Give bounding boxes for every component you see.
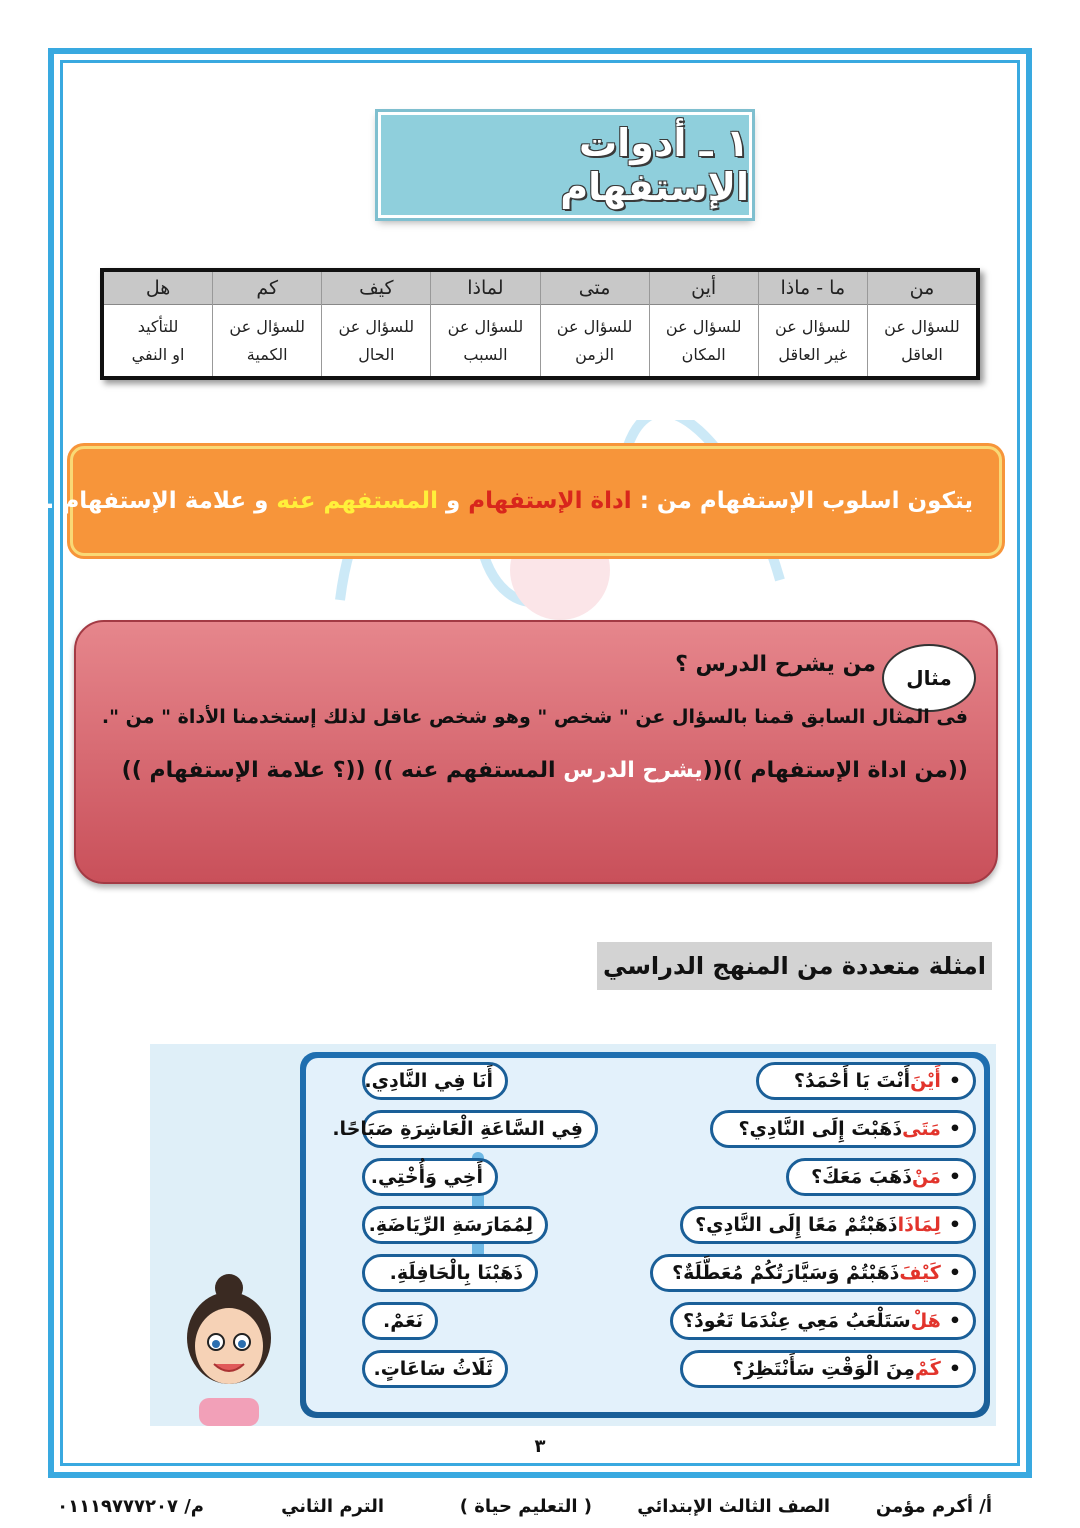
table-column (321, 272, 430, 376)
footer-phone: م/ ٠١١١٩٧٧٧٢٠٧ (57, 1496, 204, 1517)
table-use-line-2: الكمية (246, 344, 288, 364)
page-title: ١ ـ أدوات الإستفهام (378, 112, 752, 218)
question-rest: ذَهَبْتُمْ مَعًا إِلَى النَّادِي؟ (695, 1214, 898, 1236)
table-body-cell (213, 305, 321, 376)
answer-bubble (362, 1350, 508, 1388)
question-tools-table (100, 268, 980, 380)
table-column (758, 272, 867, 376)
bullet-icon: • (948, 1118, 961, 1140)
table-use-line-1: للسؤال عن (447, 316, 524, 336)
answer-text: ثَلَاثُ سَاعَاتٍ. (373, 1358, 493, 1380)
table-header-cell: ما - ماذا (759, 272, 867, 305)
formula-intro: يتكون اسلوب الإستفهام من : (639, 488, 973, 514)
breakdown-part-b: يشرح الدرس (563, 758, 703, 783)
table-use-line-2: المكان (681, 344, 726, 364)
question-tool-word: كَيْفَ (899, 1262, 941, 1284)
table-use-line-2: الحال (358, 344, 395, 364)
formula-part-mark: علامة الإستفهام (62, 488, 247, 514)
question-rest: مِنَ الْوَقْتِ سَأَنْتَظِرُ؟ (732, 1358, 915, 1380)
table-use-line-2: او النفي (131, 344, 185, 364)
table-header-cell: كيف (322, 272, 430, 305)
table-header-cell: كم (213, 272, 321, 305)
girl-illustration (174, 1266, 284, 1426)
table-column (867, 272, 976, 376)
question-rest: سَتَلْعَبُ مَعِي عِنْدَمَا تَعُودُ؟ (682, 1310, 911, 1332)
question-rest: أَنْتَ يَا أَحْمَدُ؟ (793, 1070, 911, 1092)
question-rest: ذَهَبْتُمْ وَسَيَّارَتُكُمْ مُعَطَّلَةٌ؟ (672, 1262, 900, 1284)
table-use-line-1: للسؤال عن (775, 316, 851, 336)
table-use-line-2: السبب (463, 344, 508, 364)
bullet-icon: • (948, 1166, 961, 1188)
table-column (540, 272, 649, 376)
answer-bubble (332, 1110, 598, 1148)
footer-author: أ/ أكرم مؤمن (875, 1496, 992, 1517)
table-body-cell (759, 305, 867, 376)
question-bubble (650, 1254, 976, 1292)
breakdown-part-a: ((من اداة الإستفهام ))(( (702, 758, 968, 783)
question-tool-word: أَيْنَ (910, 1070, 941, 1092)
footer-series: ( التعليم حياة ) (459, 1496, 592, 1517)
answer-text: فِي السَّاعَةِ الْعَاشِرَةِ صَبَاحًا. (332, 1118, 583, 1140)
table-body-cell (541, 305, 649, 376)
answer-text: أَنَا فِي النَّادِي. (364, 1070, 493, 1092)
table-column (649, 272, 758, 376)
answer-text: لِمُمَارَسَةِ الرِّيَاضَةِ. (368, 1214, 533, 1236)
formula-and-2: و (254, 488, 269, 514)
table-body-cell (322, 305, 430, 376)
page-number: ٣ (534, 1436, 546, 1457)
formula-part-subject: المستفهم عنه (276, 488, 438, 514)
example-explanation: فى المثال السابق قمنا بالسؤال عن " شخص " وهو شخص عاقل لذلك إستخدمنا الأداة " من ". (101, 706, 968, 728)
table-body-cell (868, 305, 976, 376)
table-header-cell: أين (650, 272, 758, 305)
question-bubble (756, 1062, 976, 1100)
bullet-icon: • (948, 1262, 961, 1284)
question-tool-word: مَتَى (902, 1118, 941, 1140)
question-bubble (710, 1110, 976, 1148)
table-use-line-1: للسؤال عن (338, 316, 415, 336)
formula-end: . (45, 488, 55, 514)
answer-bubble (362, 1206, 548, 1244)
example-label: مثال (882, 644, 976, 712)
example-question: من يشرح الدرس ؟ (675, 652, 876, 677)
question-tool-word: هَلْ (910, 1310, 941, 1332)
table-body-cell (431, 305, 539, 376)
table-header-cell: متى (541, 272, 649, 305)
table-use-line-1: للسؤال عن (665, 316, 742, 336)
bullet-icon: • (948, 1214, 961, 1236)
table-use-line-2: الزمن (575, 344, 615, 364)
table-use-line-1: للسؤال عن (229, 316, 305, 336)
question-bubble (680, 1206, 976, 1244)
table-use-line-1: للسؤال عن (884, 316, 960, 336)
answer-bubble (362, 1254, 538, 1292)
footer-term: الترم الثاني (281, 1496, 384, 1517)
question-rest: ذَهَبْتَ إِلَى النَّادِي؟ (738, 1118, 903, 1140)
table-header-cell: لماذا (431, 272, 539, 305)
table-use-line-2: العاقل (901, 344, 943, 364)
formula-box (45, 446, 1002, 556)
table-use-line-2: غير العاقل (778, 344, 848, 364)
example-breakdown (122, 758, 968, 783)
example-box (74, 620, 998, 884)
question-bubble (670, 1302, 976, 1340)
bullet-icon: • (948, 1070, 961, 1092)
table-use-line-1: للتأكيد (137, 316, 179, 336)
answer-text: نَعَمْ. (383, 1310, 423, 1332)
table-column (430, 272, 539, 376)
footer-grade: الصف الثالث الإبتدائي (637, 1496, 830, 1517)
question-bubble (786, 1158, 976, 1196)
table-header-cell: هل (104, 272, 212, 305)
table-body-cell (650, 305, 758, 376)
question-tool-word: مَنْ (911, 1166, 941, 1188)
table-column (104, 272, 212, 376)
answer-text: أَخِي وَأُخْتِي. (370, 1166, 483, 1188)
answer-bubble (362, 1302, 438, 1340)
bullet-icon: • (948, 1310, 961, 1332)
formula-part-tool: اداة الإستفهام (468, 488, 632, 514)
question-tool-word: لِمَاذَا (897, 1214, 941, 1236)
table-body-cell (104, 305, 212, 376)
answer-bubble (362, 1158, 498, 1196)
table-header-cell: من (868, 272, 976, 305)
bullet-icon: • (948, 1358, 961, 1380)
question-rest: ذَهَبَ مَعَكَ؟ (811, 1166, 912, 1188)
table-use-line-1: للسؤال عن (556, 316, 633, 336)
examples-heading: امثلة متعددة من المنهج الدراسي (597, 942, 992, 990)
table-column (212, 272, 321, 376)
question-tool-word: كَمْ (914, 1358, 941, 1380)
breakdown-part-c: المستفهم عنه )) ((؟ علامة الإستفهام )) (121, 758, 564, 783)
formula-and-1: و (445, 488, 461, 514)
book-excerpt (150, 1044, 996, 1426)
answer-bubble (362, 1062, 508, 1100)
question-bubble (680, 1350, 976, 1388)
answer-text: ذَهَبْنَا بِالْحَافِلَةِ. (389, 1262, 523, 1284)
